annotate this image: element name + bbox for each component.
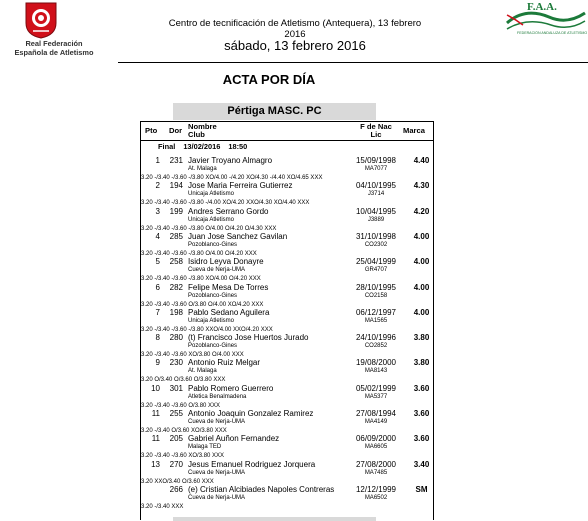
athlete-club: Cueva de Nerja-UMA bbox=[188, 419, 246, 425]
attempt-series: 3.20 -/3.40 -/3.60 XO/3.80 O/4.00 XXX bbox=[141, 352, 244, 359]
bib-number: 230 bbox=[169, 358, 183, 368]
license-number: CO2302 bbox=[364, 241, 388, 248]
athlete-club: Cueva de Nerja-UMA bbox=[188, 267, 246, 274]
license-number: GR4707 bbox=[364, 267, 388, 274]
birth-date: 15/09/1998 bbox=[355, 156, 397, 165]
bib-number: 255 bbox=[169, 409, 183, 418]
attempt-series: 3.20 -/3.40 -/3.60 -/3.80 XO/4.00 O/4.20 XXX bbox=[141, 276, 261, 283]
athlete-name: Antonio Joaquin Gonzalez Ramirez bbox=[188, 409, 314, 418]
header-date: sábado, 13 febrero 2016 bbox=[224, 38, 366, 53]
birth-date: 12/12/1999 bbox=[355, 484, 397, 494]
bib-number: 280 bbox=[169, 333, 183, 343]
athlete-name: Isidro Leyva Donayre bbox=[188, 257, 264, 267]
license-number: J3889 bbox=[367, 216, 385, 223]
table-row bbox=[0, 357, 588, 382]
table-row bbox=[0, 256, 588, 281]
col-header-club: Club bbox=[188, 130, 205, 139]
athlete-club: Cueva de Nerja-UMA bbox=[188, 469, 246, 476]
athlete-mark: 4.40 bbox=[413, 156, 430, 165]
final-time: 18:50 bbox=[228, 142, 248, 151]
birth-date: 06/09/2000 bbox=[355, 434, 397, 444]
athlete-name: (e) Cristian Alcibiades Napoles Contreras bbox=[188, 484, 335, 494]
athlete-name: Pablo Romero Guerrero bbox=[188, 383, 274, 393]
rfea-name-line2: Española de Atletismo bbox=[14, 47, 94, 57]
bib-number: 258 bbox=[169, 257, 183, 267]
bib-number: 198 bbox=[169, 307, 183, 317]
final-label: Final bbox=[158, 142, 176, 151]
competition-title: Centro de tecnificación de Atletismo (Antequera), 13 febrero 2016 bbox=[168, 18, 422, 40]
attempt-series: 3.20 -/3.40 -/3.60 O/3.80 XXX bbox=[141, 402, 221, 409]
athlete-club: Atletica Benalmadena bbox=[188, 393, 247, 400]
bib-number: 270 bbox=[169, 459, 183, 469]
faa-title: F.A.A. bbox=[527, 1, 557, 13]
athlete-name: Jose Maria Ferreira Gutierrez bbox=[188, 181, 293, 191]
athlete-club: Pozoblanco-Gines bbox=[188, 343, 238, 350]
birth-date: 05/02/1999 bbox=[355, 383, 397, 393]
table-row bbox=[0, 408, 588, 433]
bib-number: 266 bbox=[169, 484, 183, 494]
athlete-mark: 3.60 bbox=[413, 434, 430, 444]
attempt-series: 3.20 -/3.40 -/3.60 -/3.80 XXO/4.00 XXO/4.20 XXX bbox=[141, 326, 273, 333]
athlete-mark: 4.00 bbox=[413, 307, 430, 317]
table-row bbox=[0, 307, 588, 332]
birth-date: 10/04/1995 bbox=[355, 206, 397, 216]
license-number: CO2158 bbox=[364, 292, 388, 299]
license-number: MA7077 bbox=[364, 166, 388, 172]
table-row bbox=[0, 484, 588, 509]
table-row bbox=[0, 459, 588, 484]
athlete-name: Javier Troyano Almagro bbox=[188, 156, 273, 165]
athlete-position: 11 bbox=[151, 434, 160, 444]
attempt-series: 3.20 -/3.40 -/3.60 -/3.80 -/4.00 XO/4.20 XXO/4.30 XO/4.40 XXX bbox=[141, 200, 310, 207]
col-header-mark: Marca bbox=[403, 126, 425, 135]
athlete-name: Pablo Sedano Aguilera bbox=[188, 307, 270, 317]
athlete-club: Unicaja Atletismo bbox=[188, 317, 235, 324]
athlete-mark: 4.30 bbox=[413, 181, 430, 191]
athlete-club: Pozoblanco-Gines bbox=[188, 241, 238, 248]
birth-date: 25/04/1999 bbox=[355, 257, 397, 267]
athlete-name: Antonio Ruiz Melgar bbox=[188, 358, 261, 368]
attempt-series: 3.20 -/3.40 -/3.60 -/3.80 O/4.00 O/4.20 O/4.30 XXX bbox=[141, 225, 277, 232]
license-number: MA1565 bbox=[364, 317, 388, 324]
table-row bbox=[0, 282, 588, 307]
license-number: MA7485 bbox=[364, 469, 388, 476]
athlete-name: Juan Jose Sanchez Gavilan bbox=[188, 231, 288, 241]
table-row bbox=[0, 332, 588, 357]
athlete-mark: SM bbox=[415, 484, 428, 494]
license-number: CO2852 bbox=[364, 343, 388, 350]
athlete-position: 11 bbox=[151, 409, 160, 418]
birth-date: 06/12/1997 bbox=[355, 307, 397, 317]
attempt-series: 3.20 XXO/3.40 O/3.60 XXX bbox=[141, 478, 214, 485]
table-row bbox=[0, 206, 588, 231]
table-row bbox=[0, 433, 588, 458]
athlete-mark: 3.80 bbox=[413, 333, 430, 343]
col-header-dor: Dor bbox=[169, 126, 183, 135]
athlete-mark: 4.00 bbox=[413, 231, 430, 241]
attempt-series: 3.20 -/3.40 -/3.60 -/3.80 O/4.00 O/4.20 XXX bbox=[141, 250, 257, 257]
athlete-mark: 3.80 bbox=[413, 358, 430, 368]
license-number: MA4149 bbox=[364, 419, 388, 425]
athlete-mark: 4.20 bbox=[413, 206, 430, 216]
attempt-series: 3.20 O/3.40 O/3.60 O/3.80 XXX bbox=[141, 377, 226, 384]
athlete-mark: 3.60 bbox=[413, 409, 430, 418]
athlete-position: 3 bbox=[155, 206, 160, 216]
bib-number: 194 bbox=[169, 181, 183, 191]
col-header-dob: F de Nac bbox=[360, 122, 392, 131]
athlete-name: Andres Serrano Gordo bbox=[188, 206, 269, 216]
athlete-position: 2 bbox=[155, 181, 160, 191]
athlete-position: 1 bbox=[155, 156, 160, 165]
col-header-lic: Lic bbox=[370, 130, 382, 139]
table-row bbox=[0, 180, 588, 205]
bottom-bar bbox=[173, 517, 376, 521]
athlete-club: At. Malaga bbox=[188, 166, 217, 172]
bib-number: 285 bbox=[169, 231, 183, 241]
bib-number: 199 bbox=[169, 206, 183, 216]
birth-date: 28/10/1995 bbox=[355, 282, 397, 292]
license-number: MA5377 bbox=[364, 393, 388, 400]
attempt-series: 3.20 -/3.40 -/3.60 -/3.80 XO/4.00 -/4.20 XO/4.30 -/4.40 XO/4.65 XXX bbox=[141, 175, 323, 181]
athlete-name: (t) Francisco Jose Huertos Jurado bbox=[188, 333, 309, 343]
table-row bbox=[0, 155, 588, 180]
attempt-series: 3.20 -/3.40 -/3.60 O/3.80 O/4.00 XO/4.20 XXX bbox=[141, 301, 264, 308]
birth-date: 24/10/1996 bbox=[355, 333, 397, 343]
athlete-position: 4 bbox=[155, 231, 160, 241]
faa-subtitle: FEDERACIÓN ANDALUZA DE ATLETISMO bbox=[517, 31, 587, 35]
table-row bbox=[0, 231, 588, 256]
table-row bbox=[0, 383, 588, 408]
athlete-name: Felipe Mesa De Torres bbox=[188, 282, 269, 292]
bib-number: 231 bbox=[169, 156, 183, 165]
page-title: ACTA POR DÍA bbox=[222, 72, 316, 87]
birth-date: 04/10/1995 bbox=[355, 181, 397, 191]
col-header-name: Nombre bbox=[188, 122, 217, 131]
bib-number: 205 bbox=[169, 434, 183, 444]
event-title: Pértiga MASC. PC bbox=[173, 103, 376, 120]
bib-number: 301 bbox=[169, 383, 183, 393]
athlete-name: Jesus Emanuel Rodriguez Jorquera bbox=[188, 459, 316, 469]
license-number: J3714 bbox=[367, 191, 385, 198]
birth-date: 27/08/1994 bbox=[355, 409, 397, 418]
athlete-mark: 3.60 bbox=[413, 383, 430, 393]
attempt-series: 3.20 -/3.40 O/3.60 XO/3.80 XXX bbox=[141, 428, 227, 434]
athlete-position: 9 bbox=[155, 358, 160, 368]
athlete-club: Unicaja Atletismo bbox=[188, 191, 235, 198]
athlete-mark: 3.40 bbox=[413, 459, 430, 469]
athlete-club: Pozoblanco-Gines bbox=[188, 292, 238, 299]
athlete-club: Malaga TED bbox=[188, 444, 222, 451]
athlete-position: 10 bbox=[151, 383, 160, 393]
final-date: 13/02/2016 bbox=[183, 142, 221, 151]
birth-date: 31/10/1998 bbox=[355, 231, 397, 241]
athlete-position: 6 bbox=[155, 282, 160, 292]
athlete-mark: 4.00 bbox=[413, 282, 430, 292]
license-number: MA6605 bbox=[364, 444, 388, 451]
athlete-club: At. Malaga bbox=[188, 368, 217, 375]
athlete-mark: 4.00 bbox=[413, 257, 430, 267]
birth-date: 27/08/2000 bbox=[355, 459, 397, 469]
attempt-series: 3.20 -/3.40 -/3.60 XO/3.80 XXX bbox=[141, 453, 225, 460]
athlete-position: 7 bbox=[155, 307, 160, 317]
athlete-club: Unicaja Atletismo bbox=[188, 216, 235, 223]
athlete-name: Gabriel Auñon Fernandez bbox=[188, 434, 280, 444]
athlete-position: 8 bbox=[155, 333, 160, 343]
rfea-name-line1: Real Federación bbox=[25, 39, 83, 48]
athlete-position: 13 bbox=[151, 459, 160, 469]
athlete-club: Cueva de Nerja-UMA bbox=[188, 494, 246, 501]
bib-number: 282 bbox=[169, 282, 183, 292]
attempt-series: 3.20 -/3.40 XXX bbox=[141, 503, 184, 510]
col-header-pos: Pto bbox=[145, 126, 158, 135]
license-number: MA8143 bbox=[364, 368, 388, 375]
license-number: MA6502 bbox=[364, 494, 388, 501]
athlete-position: 5 bbox=[155, 257, 160, 267]
birth-date: 19/08/2000 bbox=[355, 358, 397, 368]
